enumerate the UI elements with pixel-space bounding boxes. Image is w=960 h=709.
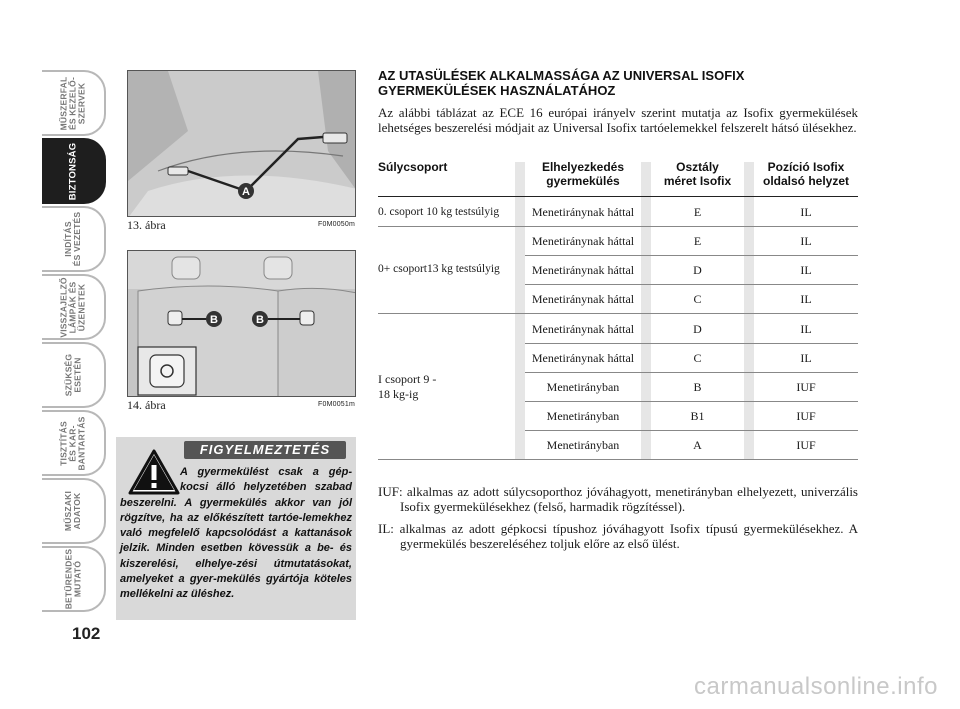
table-cell: C bbox=[693, 292, 702, 306]
tab-label: MŰSZERFAL ÉS KEZELŐ- SZERVEK bbox=[58, 76, 87, 130]
table-cell: IL bbox=[800, 234, 812, 248]
table-cell: Menetiránynak háttal bbox=[531, 292, 635, 306]
tab-label: INDÍTÁS ÉS VEZETÉS bbox=[63, 211, 82, 267]
table-header-rule bbox=[378, 196, 858, 197]
table-cell: D bbox=[693, 263, 702, 277]
table-cell: Menetirányban bbox=[546, 380, 620, 394]
tab-inditas[interactable] bbox=[42, 206, 106, 272]
marker-a-label: A bbox=[242, 186, 250, 198]
table-rule bbox=[525, 255, 858, 256]
figure-13-caption: 13. ábra bbox=[127, 218, 166, 232]
tab-muszaki[interactable] bbox=[42, 478, 106, 544]
table-rule bbox=[525, 372, 858, 373]
tab-muszerfal[interactable] bbox=[42, 70, 106, 136]
table-cell: Menetiránynak háttal bbox=[531, 205, 635, 219]
tab-label: TISZTÍTÁS ÉS KAR- BANTARTÁS bbox=[58, 415, 87, 471]
tab-label: VISSZAJELZŐ LÁMPÁK ÉS ÜZENETEK bbox=[58, 276, 87, 338]
figure-14-image bbox=[127, 250, 356, 397]
page-number: 102 bbox=[72, 624, 101, 643]
column-separator bbox=[515, 162, 525, 460]
table-cell: IL bbox=[800, 205, 812, 219]
table-cell: D bbox=[693, 322, 702, 336]
table-cell: Menetirányban bbox=[546, 409, 620, 423]
marker-b-left-label: B bbox=[210, 314, 218, 326]
table-rule bbox=[525, 343, 858, 344]
tab-label: SZÜKSÉG ESETÉN bbox=[63, 353, 82, 397]
table-cell: IUF bbox=[796, 380, 816, 394]
group-0: 0. csoport 10 kg testsúlyig bbox=[378, 206, 500, 218]
table-cell: E bbox=[693, 234, 702, 248]
tab-visszajelzo[interactable] bbox=[42, 274, 106, 340]
table-cell: IUF bbox=[796, 438, 816, 452]
figure-14-code: F0M0051m bbox=[318, 401, 356, 408]
table-cell: Menetiránynak háttal bbox=[531, 263, 635, 277]
table-notes bbox=[378, 484, 858, 558]
table-cell: Menetiránynak háttal bbox=[531, 351, 635, 365]
table-cell: B1 bbox=[690, 409, 705, 423]
tab-biztonsag[interactable] bbox=[42, 138, 106, 204]
warning-text: A gyermekülést csak a gép-kocsi álló helyzetében szabad beszerelni. A gyermekülés akkor van jól rögzítve, ha az előkészített tartóe-lemekhez való megfelelő kapcsolódást a kattanások jelzik. Minden esetben kövessük a be- és kiszerelési, elhelye-zési útmutatásokat, amelyeket a gyer-mekülés gyártója köteles mellékelni az üléshez. bbox=[120, 466, 352, 601]
table-rule bbox=[378, 313, 858, 314]
table-cell: E bbox=[693, 205, 702, 219]
group-i: I csoport 9 - 18 kg-ig bbox=[378, 372, 437, 401]
header-sulycsoport: Súlycsoport bbox=[378, 160, 448, 174]
figure-13-image bbox=[127, 70, 356, 217]
table-cell: B bbox=[693, 380, 702, 394]
figure-13-code: F0M0050m bbox=[318, 221, 356, 228]
tab-beturendes[interactable] bbox=[42, 546, 106, 612]
group-0plus: 0+ csoport13 kg testsúlyig bbox=[378, 263, 500, 275]
header-pozicio: Pozíció Isofix oldalsó helyzet bbox=[762, 160, 850, 188]
tab-szukseg[interactable] bbox=[42, 342, 106, 408]
table-rule bbox=[378, 459, 858, 460]
table-cell: Menetiránynak háttal bbox=[531, 234, 635, 248]
watermark: carmanualsonline.info bbox=[694, 673, 938, 700]
table-cell: Menetirányban bbox=[546, 438, 620, 452]
warning-header: FIGYELMEZTETÉS bbox=[184, 441, 346, 459]
tab-label: BIZTONSÁG bbox=[67, 142, 79, 200]
figure-14-caption: 14. ábra bbox=[127, 398, 166, 412]
tab-label: BETŰRENDES MUTATÓ bbox=[63, 548, 82, 610]
tab-tisztitas[interactable] bbox=[42, 410, 106, 476]
note-iuf: IUF: alkalmas az adott súlycsoporthoz jóváhagyott, menetirányban elhelyezett, univerzális Isofix gyermekülésekhez (felső, harmadik rögzítéssel). bbox=[378, 484, 858, 514]
table-cell: Menetiránynak háttal bbox=[531, 322, 635, 336]
table-cell: IL bbox=[800, 263, 812, 277]
section-title: AZ UTASÜLÉSEK ALKALMASSÁGA AZ UNIVERSAL ISOFIX GYERMEKÜLÉSEK HASZNÁLATÁHOZ bbox=[378, 68, 745, 98]
header-osztaly: Osztály méret Isofix bbox=[663, 160, 732, 188]
isofix-anchor-illustration bbox=[128, 71, 356, 217]
table-cell: IL bbox=[800, 351, 812, 365]
warning-box bbox=[116, 437, 356, 620]
table-rule bbox=[378, 226, 858, 227]
column-separator bbox=[641, 162, 651, 460]
table-cell: IUF bbox=[796, 409, 816, 423]
table-cell: C bbox=[693, 351, 702, 365]
header-elhelyezkedes: Elhelyezkedés gyermekülés bbox=[541, 160, 625, 188]
table-cell: A bbox=[693, 438, 702, 452]
marker-b-right-label: B bbox=[256, 314, 264, 326]
tab-label: MŰSZAKI ADATOK bbox=[63, 490, 82, 532]
section-intro: Az alábbi táblázat az ECE 16 európai irányelv szerint mutatja az Isofix gyermekülések lehetséges beszerelési módjait az Universal Isofix tartóelemekkel felszerelt hátsó ülésekhez. bbox=[378, 105, 858, 135]
note-il: IL: alkalmas az adott gépkocsi típushoz jóváhagyott Isofix típusú gyermekülésekhez. A gyermekülés beszereléséhez toljuk előre az első ülést. bbox=[378, 521, 858, 551]
table-cell: IL bbox=[800, 292, 812, 306]
table-rule bbox=[525, 284, 858, 285]
rear-seat-illustration bbox=[128, 251, 356, 397]
column-separator bbox=[744, 162, 754, 460]
table-rule bbox=[525, 430, 858, 431]
table-rule bbox=[525, 401, 858, 402]
table-cell: IL bbox=[800, 322, 812, 336]
